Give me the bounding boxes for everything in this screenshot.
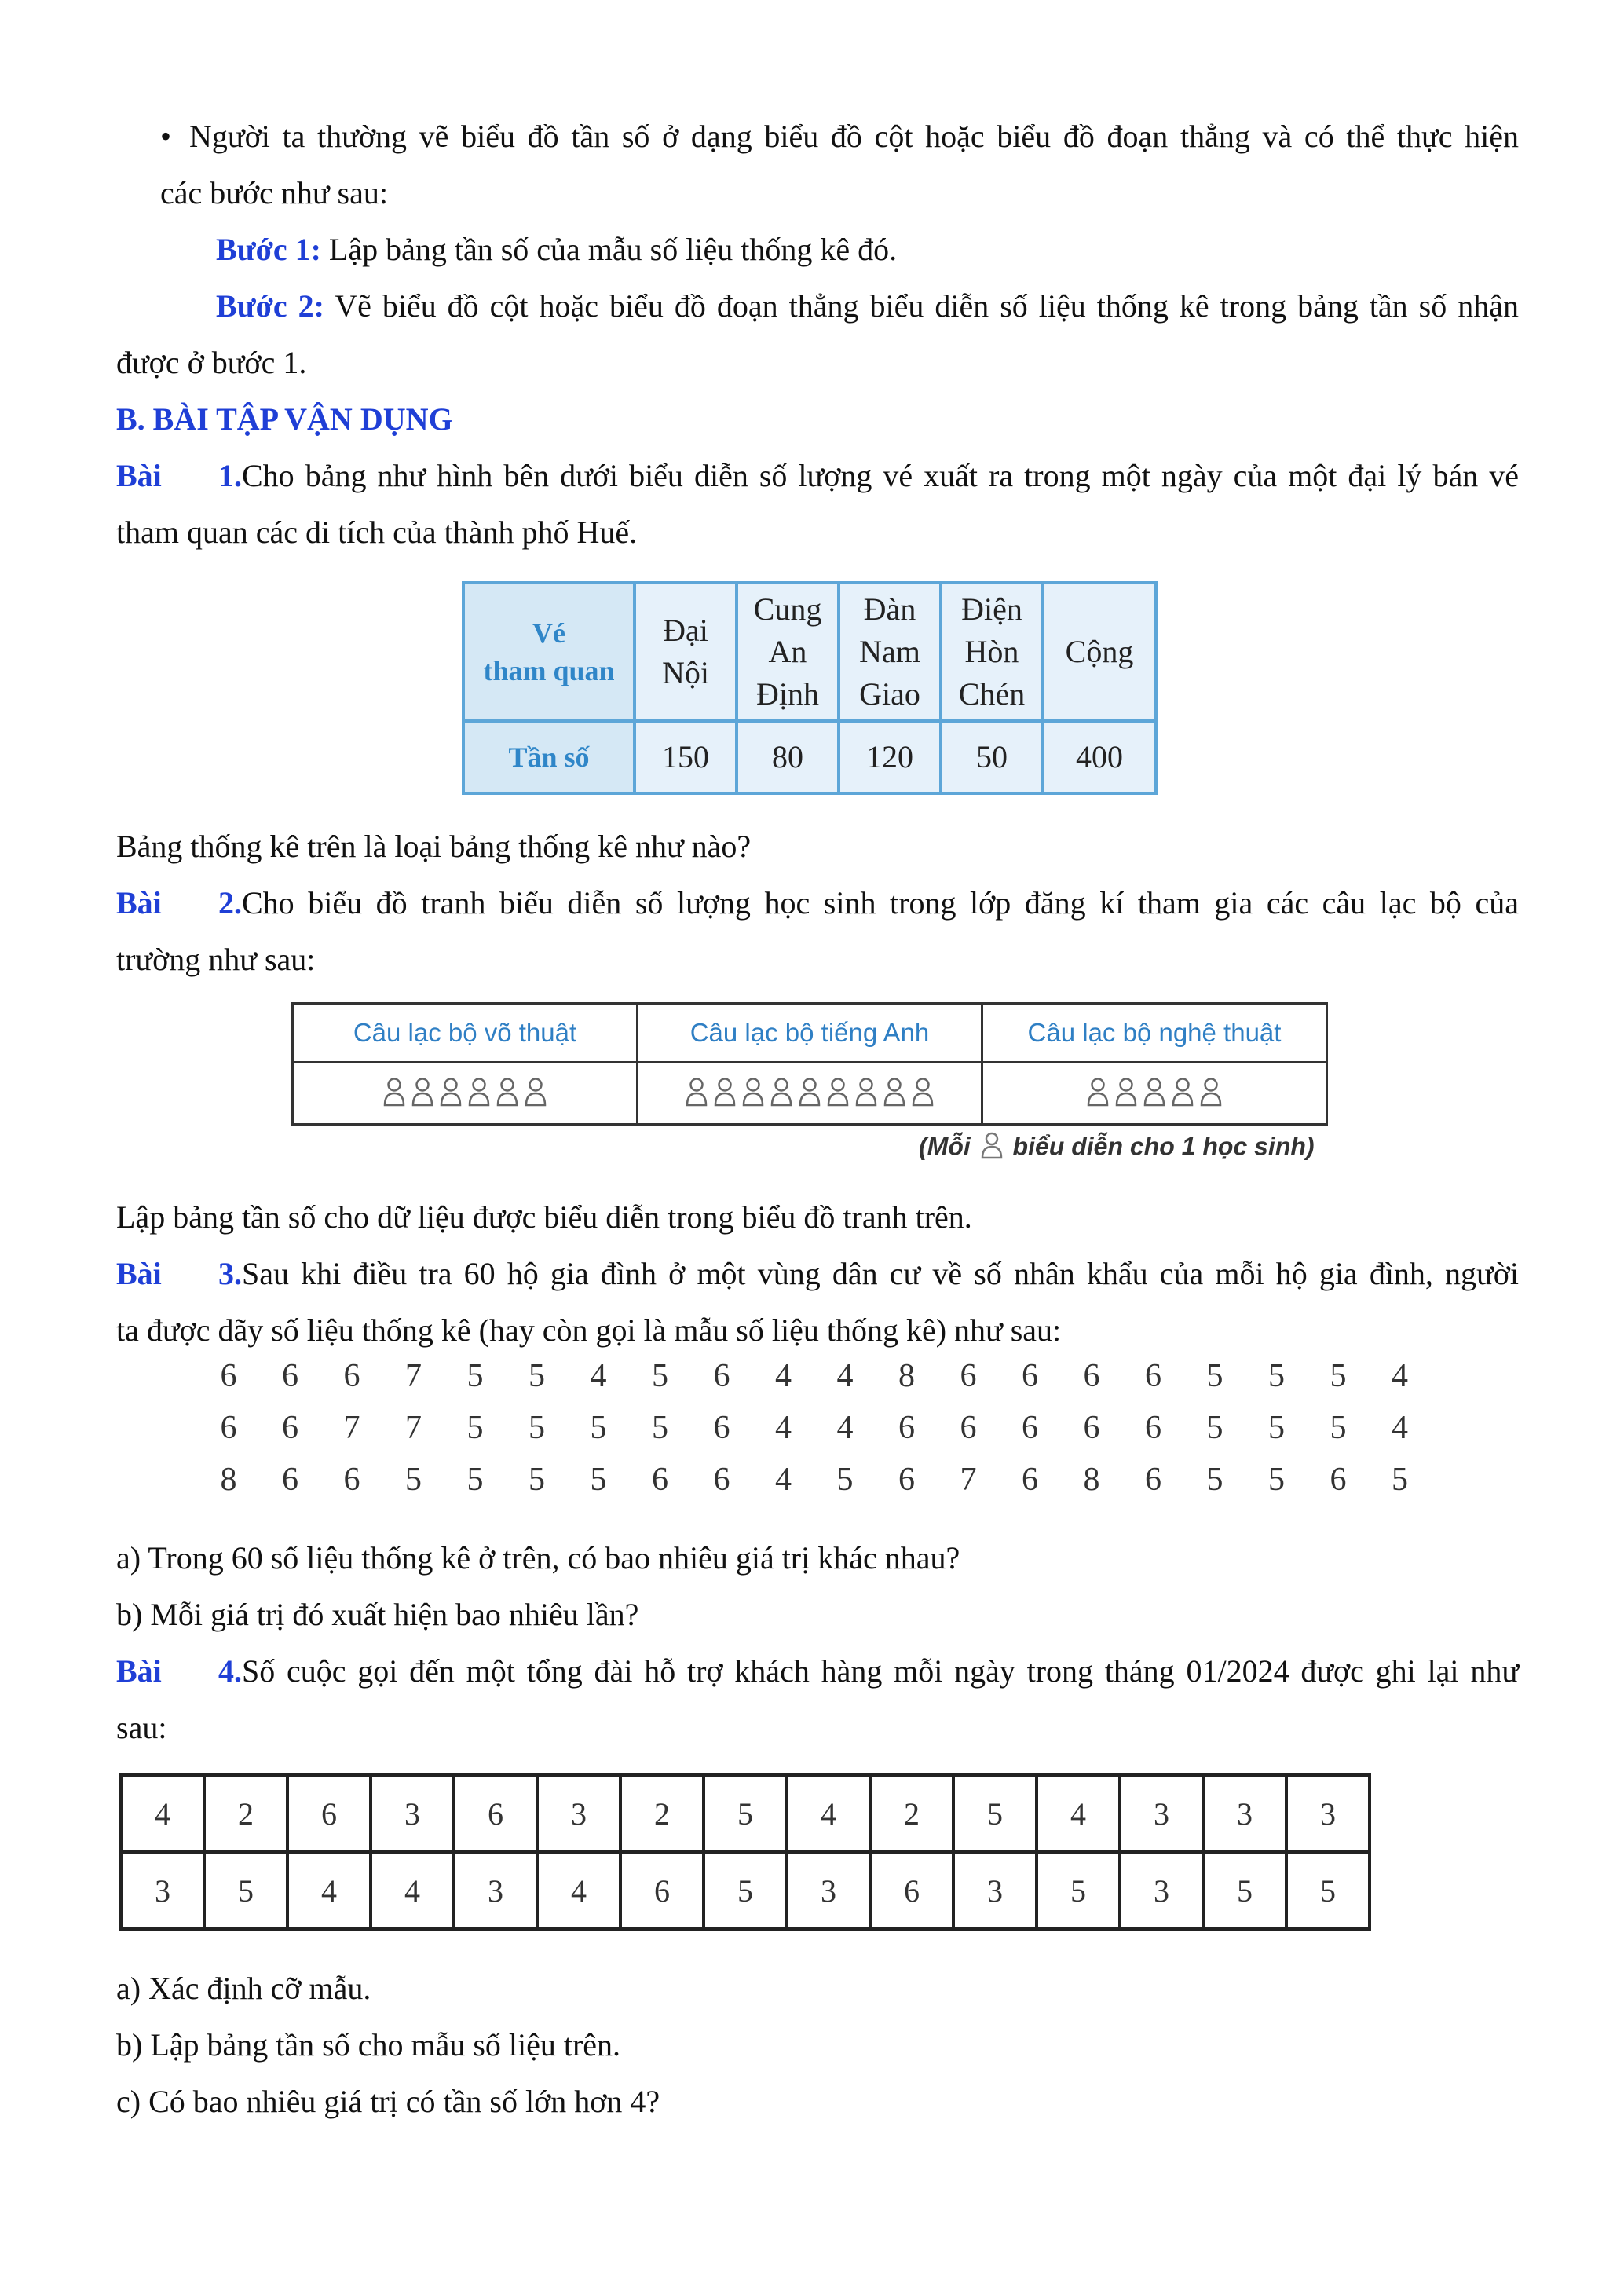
bai-2-line-2: trường như sau: — [116, 942, 316, 977]
person-icon — [854, 1077, 878, 1111]
data-value: 4 — [836, 1358, 854, 1394]
data-value: 5 — [1268, 1358, 1285, 1394]
data-value: 7 — [960, 1462, 977, 1498]
data-value: 5 — [466, 1358, 484, 1394]
person-icon — [798, 1077, 821, 1111]
ticket-frequency-table — [462, 581, 1158, 795]
column-header-line: Cộng — [1065, 634, 1134, 669]
column-header-line: Định — [756, 676, 819, 712]
table-header-title — [463, 583, 635, 721]
column-header-line: Nội — [662, 655, 709, 690]
person-icon — [467, 1077, 491, 1111]
club-english: Câu lạc bộ tiếng Anh — [638, 1004, 982, 1063]
person-icon — [911, 1077, 935, 1111]
step-1 — [216, 231, 897, 269]
header-title-line-1: Vé — [532, 617, 565, 649]
table-cell: 4 — [537, 1852, 620, 1929]
table-cell: 5 — [704, 1775, 787, 1852]
column-header-cung-an-dinh — [737, 583, 839, 721]
bai-2-line-1: Cho biểu đồ tranh biểu diễn số lượng học sinh trong lớp đăng kí tham gia các câu lạc bộ của — [242, 885, 1519, 921]
column-header-cong — [1043, 583, 1156, 721]
table-cell: 2 — [620, 1775, 704, 1852]
bai-1-label: Bài 1. — [116, 458, 242, 493]
step-2 — [216, 287, 1519, 325]
data-value: 8 — [1083, 1462, 1100, 1498]
column-header-line: Giao — [859, 676, 920, 712]
data-value: 6 — [1145, 1358, 1161, 1394]
bai-4-line-1: Số cuộc gọi đến một tổng đài hỗ trợ khách hàng mỗi ngày trong tháng 01/2024 được ghi lại như — [242, 1653, 1519, 1689]
person-icon — [826, 1077, 850, 1111]
header-title-line-2: tham quan — [483, 655, 615, 686]
data-value: 4 — [590, 1358, 607, 1394]
row-label-tan-so: Tần số — [463, 721, 635, 793]
table-cell: 4 — [787, 1775, 870, 1852]
data-value: 4 — [775, 1358, 792, 1394]
step-2-label: Bước 2: — [216, 288, 324, 324]
table-cell: 120 — [839, 721, 941, 793]
table-cell: 150 — [635, 721, 737, 793]
data-value: 5 — [1330, 1410, 1347, 1446]
data-value: 8 — [898, 1358, 915, 1394]
person-icon — [1143, 1077, 1166, 1111]
data-value: 6 — [960, 1358, 977, 1394]
table-cell: 5 — [704, 1852, 787, 1929]
bullet: • — [160, 119, 172, 154]
person-icon — [382, 1077, 406, 1111]
table-cell: 4 — [371, 1852, 454, 1929]
data-value: 7 — [343, 1410, 360, 1446]
bai-2-question: Lập bảng tần số cho dữ liệu được biểu diễn trong biểu đồ tranh trên. — [116, 1199, 972, 1235]
bai-4-line-2: sau: — [116, 1710, 167, 1745]
data-value: 5 — [1206, 1358, 1223, 1394]
data-value: 6 — [898, 1410, 915, 1446]
table-cell: 3 — [953, 1852, 1037, 1929]
bai-3-label: Bài 3. — [116, 1256, 242, 1291]
column-header-line: Hòn — [964, 634, 1019, 669]
data-value: 5 — [836, 1462, 854, 1498]
table-cell: 4 — [121, 1775, 204, 1852]
table-cell: 6 — [287, 1775, 371, 1852]
data-value: 5 — [529, 1462, 545, 1498]
person-icon — [980, 1131, 1004, 1166]
data-value: 6 — [713, 1462, 730, 1498]
person-icon — [770, 1077, 793, 1111]
table-cell: 3 — [1203, 1775, 1286, 1852]
column-header-line: Cung — [753, 591, 822, 627]
column-header-line: Đại — [663, 613, 708, 648]
data-value: 6 — [1330, 1462, 1347, 1498]
person-icon — [685, 1077, 708, 1111]
column-header-line: Điện — [961, 591, 1022, 627]
intro-line-2: các bước như sau: — [160, 175, 388, 210]
bai-3-question-b: b) Mỗi giá trị đó xuất hiện bao nhiêu lần? — [116, 1597, 639, 1632]
data-value: 4 — [775, 1410, 792, 1446]
table-cell: 3 — [1120, 1775, 1203, 1852]
data-value: 5 — [1330, 1358, 1347, 1394]
data-value: 6 — [1083, 1358, 1100, 1394]
data-value: 5 — [466, 1462, 484, 1498]
column-header-line: An — [768, 634, 807, 669]
person-icon — [713, 1077, 737, 1111]
step-2-continued: được ở bước 1. — [116, 345, 307, 380]
bai-1-line-1: Cho bảng như hình bên dưới biểu diễn số lượng vé xuất ra trong một ngày của một đại lý bán vé — [242, 458, 1519, 493]
data-value: 4 — [1392, 1410, 1408, 1446]
icon-row — [293, 1063, 1327, 1125]
bai-2-prompt — [116, 884, 1519, 922]
data-value: 6 — [713, 1358, 730, 1394]
person-icon — [883, 1077, 906, 1111]
table-cell: 5 — [953, 1775, 1037, 1852]
data-value: 5 — [405, 1462, 422, 1498]
table-cell: 4 — [287, 1852, 371, 1929]
column-header-line: Nam — [859, 634, 920, 669]
icons-arts — [982, 1063, 1327, 1125]
data-value: 6 — [1022, 1462, 1038, 1498]
data-value: 6 — [713, 1410, 730, 1446]
data-value: 7 — [405, 1358, 422, 1394]
person-icon — [1171, 1077, 1194, 1111]
table-cell: 2 — [204, 1775, 287, 1852]
table-row — [121, 1775, 1370, 1852]
data-value: 6 — [220, 1358, 237, 1394]
column-header-line: Chén — [958, 676, 1026, 712]
table-cell: 5 — [1203, 1852, 1286, 1929]
person-icon — [439, 1077, 463, 1111]
bai-3-line-2: ta được dãy số liệu thống kê (hay còn gọi là mẫu số liệu thống kê) như sau: — [116, 1312, 1062, 1348]
table-cell: 5 — [1286, 1852, 1370, 1929]
club-arts: Câu lạc bộ nghệ thuật — [982, 1004, 1327, 1063]
icons-martial-arts — [293, 1063, 638, 1125]
bai-3-question-a: a) Trong 60 số liệu thống kê ở trên, có bao nhiêu giá trị khác nhau? — [116, 1540, 960, 1576]
data-value: 7 — [405, 1410, 422, 1446]
data-value: 6 — [960, 1410, 977, 1446]
step-2-text: Vẽ biểu đồ cột hoặc biểu đồ đoạn thẳng biểu diễn số liệu thống kê trong bảng tần số nhận — [335, 288, 1519, 324]
table-cell: 3 — [371, 1775, 454, 1852]
data-value: 6 — [1145, 1410, 1161, 1446]
bai-1-question: Bảng thống kê trên là loại bảng thống kê như nào? — [116, 829, 752, 864]
table-cell: 5 — [1037, 1852, 1120, 1929]
club-martial-arts: Câu lạc bộ võ thuật — [293, 1004, 638, 1063]
person-icon — [496, 1077, 519, 1111]
note-before: (Mỗi — [919, 1132, 971, 1161]
data-value: 8 — [220, 1462, 237, 1498]
data-value: 5 — [1268, 1410, 1285, 1446]
data-value: 5 — [590, 1410, 607, 1446]
person-icon — [411, 1077, 434, 1111]
table-cell: 3 — [454, 1852, 537, 1929]
table-cell: 6 — [870, 1852, 953, 1929]
table-cell: 3 — [1286, 1775, 1370, 1852]
data-value: 6 — [652, 1462, 668, 1498]
table-cell: 6 — [454, 1775, 537, 1852]
table-cell: 3 — [121, 1852, 204, 1929]
table-cell: 80 — [737, 721, 839, 793]
table-cell: 50 — [941, 721, 1043, 793]
note-after: biểu diễn cho 1 học sinh) — [1012, 1132, 1315, 1161]
table-row — [463, 721, 1156, 793]
data-value: 5 — [590, 1462, 607, 1498]
data-value: 6 — [282, 1462, 298, 1498]
step-1-label: Bước 1: — [216, 232, 321, 267]
data-value: 5 — [652, 1410, 668, 1446]
data-value: 5 — [529, 1358, 545, 1394]
person-icon — [1086, 1077, 1110, 1111]
bai-4-label: Bài 4. — [116, 1653, 242, 1689]
step-1-text: Lập bảng tần số của mẫu số liệu thống kê đó. — [328, 232, 898, 267]
column-header-dan-nam-giao — [839, 583, 941, 721]
data-value: 6 — [1145, 1462, 1161, 1498]
person-icon — [1199, 1077, 1223, 1111]
table-cell: 4 — [1037, 1775, 1120, 1852]
intro-line-1: Người ta thường vẽ biểu đồ tần số ở dạng biểu đồ cột hoặc biểu đồ đoạn thẳng và có thể thực hiện — [189, 119, 1519, 154]
table-cell: 3 — [787, 1852, 870, 1929]
table-cell: 2 — [870, 1775, 953, 1852]
club-header-row — [293, 1004, 1327, 1063]
data-value: 6 — [282, 1358, 298, 1394]
data-value: 5 — [1206, 1462, 1223, 1498]
bai-4-question-a: a) Xác định cỡ mẫu. — [116, 1971, 371, 2006]
calls-data-table — [119, 1773, 1371, 1931]
bai-2-label: Bài 2. — [116, 885, 242, 921]
bai-4-question-c: c) Có bao nhiêu giá trị có tần số lớn hơn 4? — [116, 2084, 660, 2119]
person-icon — [741, 1077, 765, 1111]
bai-1-line-2: tham quan các di tích của thành phố Huế. — [116, 514, 638, 550]
bai-3-prompt — [116, 1255, 1519, 1293]
data-value: 5 — [652, 1358, 668, 1394]
data-value: 4 — [836, 1410, 854, 1446]
data-value: 5 — [1206, 1410, 1223, 1446]
data-value: 4 — [775, 1462, 792, 1498]
column-header-line: Đàn — [863, 591, 916, 627]
bai-4-question-b: b) Lập bảng tần số cho mẫu số liệu trên. — [116, 2027, 621, 2063]
icons-english — [638, 1063, 982, 1125]
bai-3-line-1: Sau khi điều tra 60 hộ gia đình ở một vùng dân cư về số nhân khẩu của mỗi hộ gia đình, người — [242, 1256, 1519, 1291]
table-cell: 5 — [204, 1852, 287, 1929]
person-icon — [1114, 1077, 1138, 1111]
data-value: 6 — [1022, 1358, 1038, 1394]
table-cell: 3 — [1120, 1852, 1203, 1929]
data-value: 6 — [1022, 1410, 1038, 1446]
table-cell: 3 — [537, 1775, 620, 1852]
data-value: 5 — [466, 1410, 484, 1446]
bai-1-prompt — [116, 457, 1519, 495]
data-value: 6 — [898, 1462, 915, 1498]
person-icon — [524, 1077, 547, 1111]
data-value: 6 — [282, 1410, 298, 1446]
data-value: 6 — [343, 1462, 360, 1498]
column-header-dai-noi — [635, 583, 737, 721]
data-value: 5 — [1268, 1462, 1285, 1498]
table-cell: 6 — [620, 1852, 704, 1929]
section-heading: B. BÀI TẬP VẬN DỤNG — [116, 401, 453, 437]
bai-4-prompt — [116, 1653, 1519, 1690]
pictograph-note — [919, 1131, 1315, 1166]
data-value: 5 — [529, 1410, 545, 1446]
table-cell: 400 — [1043, 721, 1156, 793]
pictograph-table — [291, 1002, 1328, 1126]
column-header-dien-hon-chen — [941, 583, 1043, 721]
data-value: 5 — [1392, 1462, 1408, 1498]
data-value: 6 — [1083, 1410, 1100, 1446]
data-value: 6 — [343, 1358, 360, 1394]
data-value: 6 — [220, 1410, 237, 1446]
data-value: 4 — [1392, 1358, 1408, 1394]
table-header-row — [463, 583, 1156, 721]
table-row — [121, 1852, 1370, 1929]
